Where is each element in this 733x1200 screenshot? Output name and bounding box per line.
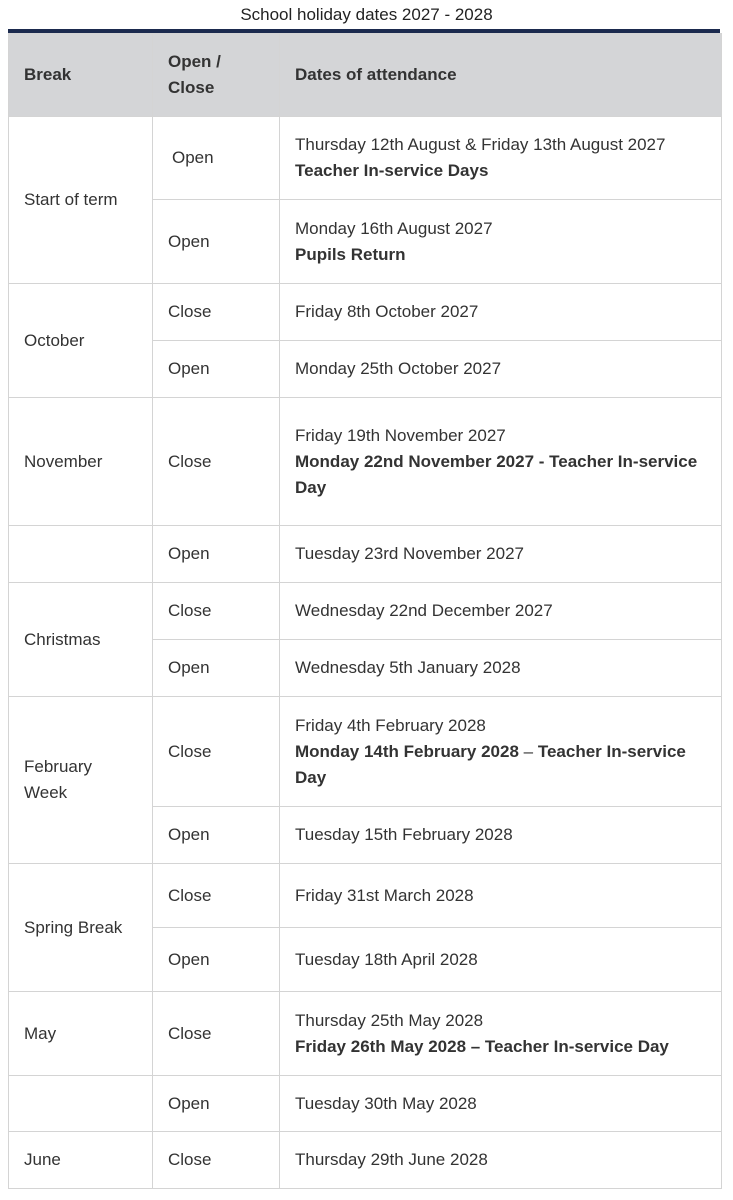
dates-cell: Tuesday 30th May 2028 — [280, 1076, 722, 1132]
dates-cell: Friday 31st March 2028 — [280, 864, 722, 928]
dates-cell: Tuesday 18th April 2028 — [280, 928, 722, 992]
dates-cell — [280, 200, 722, 284]
date-note: Monday 22nd November 2027 - Teacher In-service Day — [295, 451, 698, 497]
status-cell: Close — [153, 398, 280, 526]
header-row — [9, 34, 722, 117]
table-row — [9, 864, 722, 928]
status-cell: Close — [153, 284, 280, 341]
date-line: Friday 19th November 2027 — [295, 425, 506, 445]
table-row — [9, 992, 722, 1076]
status-cell: Open — [153, 526, 280, 583]
break-cell: May — [9, 992, 153, 1076]
break-cell: Christmas — [9, 583, 153, 697]
table-row — [9, 398, 722, 526]
status-cell: Close — [153, 992, 280, 1076]
break-cell: February Week — [9, 697, 153, 864]
break-cell: Spring Break — [9, 864, 153, 992]
table-row — [9, 1076, 722, 1132]
date-line: Thursday 12th August & Friday 13th August 2027 — [295, 135, 666, 154]
status-cell: Open — [153, 928, 280, 992]
dates-cell: Thursday 29th June 2028 — [280, 1132, 722, 1189]
header-open-close-line2: Close — [168, 78, 215, 97]
dates-cell — [280, 117, 722, 200]
status-cell: Close — [153, 697, 280, 807]
date-line: Thursday 25th May 2028 — [295, 1010, 484, 1030]
break-cell: October — [9, 284, 153, 398]
break-cell — [9, 1076, 153, 1132]
dates-cell — [280, 697, 722, 807]
dates-cell: Wednesday 5th January 2028 — [280, 640, 722, 697]
date-note: Pupils Return — [295, 244, 406, 264]
date-note-date: Monday 14th February 2028 — [295, 741, 519, 761]
date-line: Monday 16th August 2027 — [295, 218, 493, 238]
header-break: Break — [9, 34, 153, 117]
table-row — [9, 583, 722, 640]
dates-cell: Tuesday 23rd November 2027 — [280, 526, 722, 583]
status-cell: Close — [153, 1132, 280, 1189]
table-row — [9, 284, 722, 341]
dates-cell: Friday 8th October 2027 — [280, 284, 722, 341]
header-dates: Dates of attendance — [280, 34, 722, 117]
table-row — [9, 697, 722, 807]
date-note: Teacher In-service Days — [295, 161, 489, 180]
break-cell: Start of term — [9, 117, 153, 284]
header-open-close-line1: Open / — [168, 52, 221, 71]
holiday-dates-table — [8, 33, 722, 1189]
status-cell: Open — [153, 200, 280, 284]
break-cell: November — [9, 398, 153, 526]
dates-cell — [280, 992, 722, 1076]
dates-cell — [280, 398, 722, 526]
date-note-text: Teacher In-service Day — [295, 741, 686, 787]
table-row — [9, 1132, 722, 1189]
status-cell: Close — [153, 583, 280, 640]
dates-cell: Wednesday 22nd December 2027 — [280, 583, 722, 640]
status-cell: Open — [153, 807, 280, 864]
status-cell: Open — [153, 1076, 280, 1132]
dates-cell: Monday 25th October 2027 — [280, 341, 722, 398]
header-open-close — [153, 34, 280, 117]
date-note-dash: – — [518, 741, 538, 761]
date-line: Friday 4th February 2028 — [295, 715, 486, 735]
status-cell: Open — [153, 640, 280, 697]
table-caption: School holiday dates 2027 - 2028 — [240, 5, 493, 24]
table-row — [9, 117, 722, 200]
table-row — [9, 526, 722, 583]
status-cell: Close — [153, 864, 280, 928]
date-note: Friday 26th May 2028 – Teacher In-service Day — [295, 1036, 669, 1056]
status-cell: Open — [153, 341, 280, 398]
break-cell — [9, 526, 153, 583]
dates-cell: Tuesday 15th February 2028 — [280, 807, 722, 864]
break-cell: June — [9, 1132, 153, 1189]
status-cell: Open — [153, 117, 280, 200]
